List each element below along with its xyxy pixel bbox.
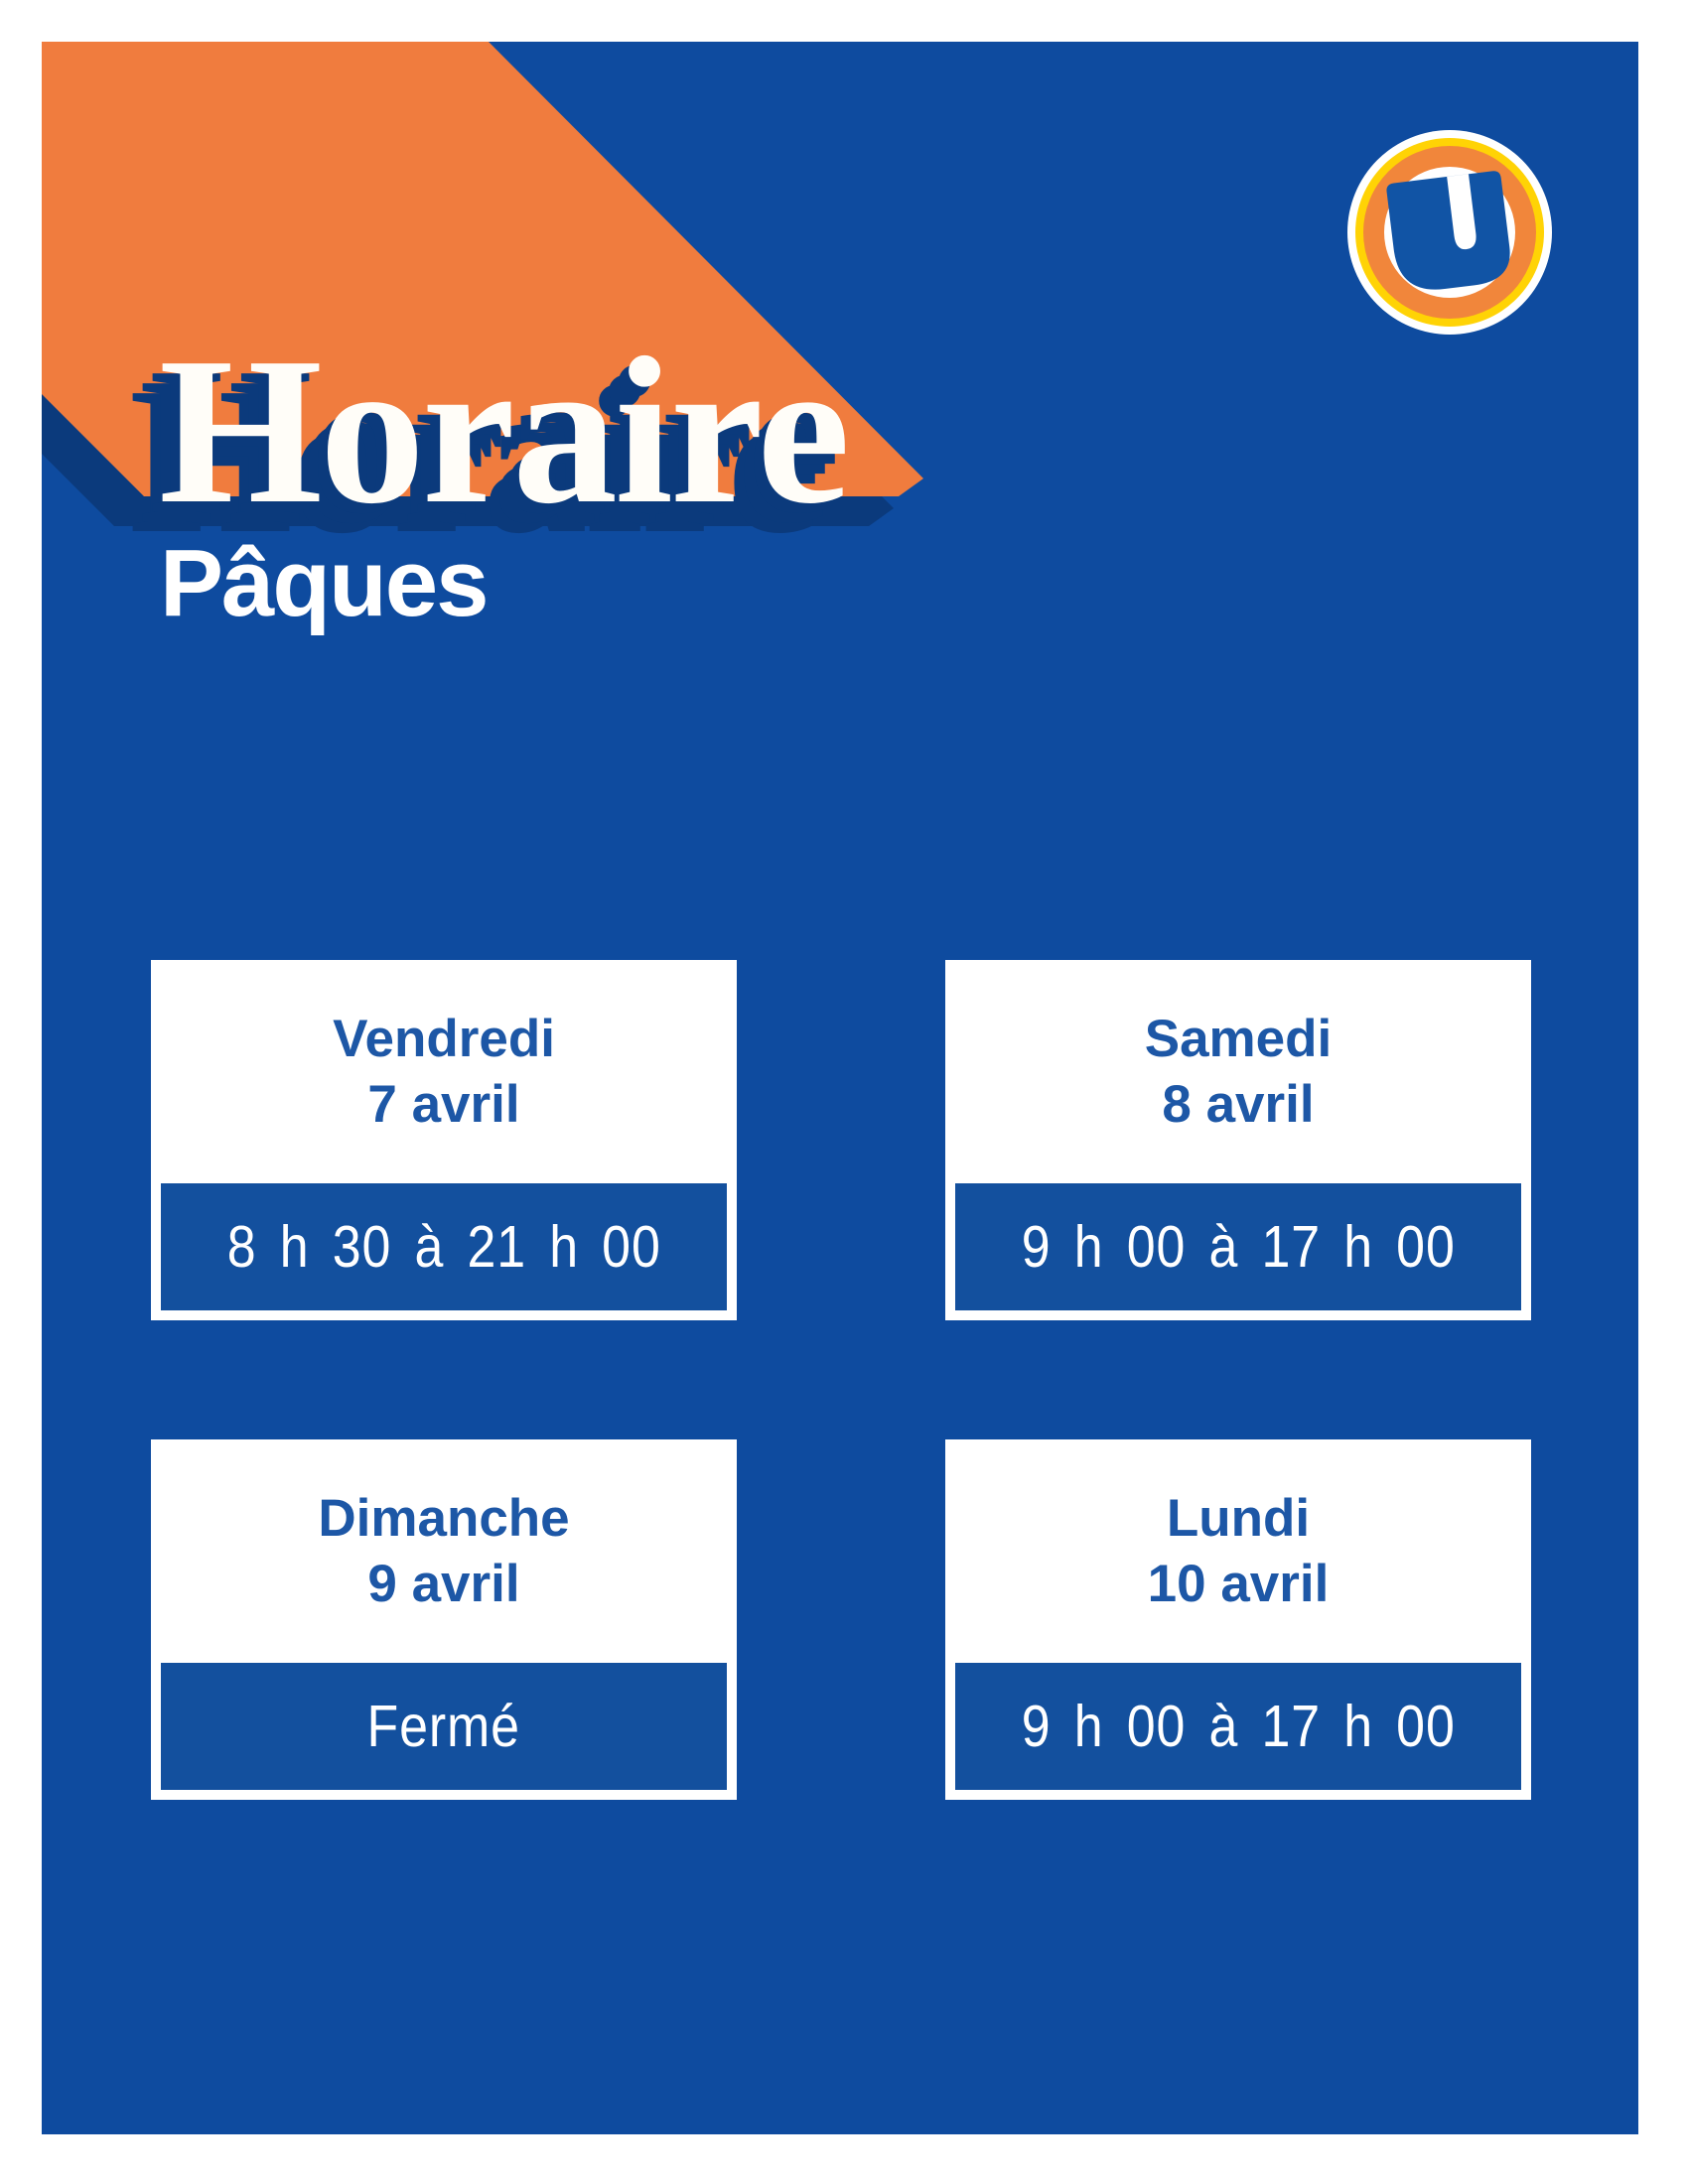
card-header — [151, 1439, 737, 1663]
card-header — [945, 960, 1531, 1183]
page-title: Horaire — [159, 314, 848, 547]
card-date-label: 7 avril — [367, 1074, 520, 1134]
page-subtitle: Pâques — [160, 530, 488, 636]
card-day-label: Vendredi — [333, 1009, 555, 1068]
poster — [42, 42, 1638, 2134]
card-date-label: 9 avril — [367, 1554, 520, 1613]
card-date-label: 10 avril — [1147, 1554, 1330, 1613]
brand-logo — [1347, 130, 1552, 335]
card-hours-label: 9 h 00 à 17 h 00 — [1021, 1213, 1456, 1280]
card-day-label: Dimanche — [318, 1488, 570, 1548]
card-day-label: Lundi — [1166, 1488, 1311, 1548]
schedule-card-dimanche — [151, 1439, 737, 1800]
card-date-label: 8 avril — [1162, 1074, 1315, 1134]
card-hours-band — [955, 1183, 1521, 1310]
card-day-label: Samedi — [1144, 1009, 1333, 1068]
card-header — [151, 960, 737, 1183]
card-hours-label: 8 h 30 à 21 h 00 — [226, 1213, 661, 1280]
card-hours-band — [161, 1183, 727, 1310]
card-hours-label: Fermé — [366, 1693, 521, 1759]
schedule-card-lundi — [945, 1439, 1531, 1800]
card-hours-band — [161, 1663, 727, 1790]
card-hours-band — [955, 1663, 1521, 1790]
card-header — [945, 1439, 1531, 1663]
card-hours-label: 9 h 00 à 17 h 00 — [1021, 1693, 1456, 1759]
schedule-card-vendredi — [151, 960, 737, 1320]
schedule-card-samedi — [945, 960, 1531, 1320]
